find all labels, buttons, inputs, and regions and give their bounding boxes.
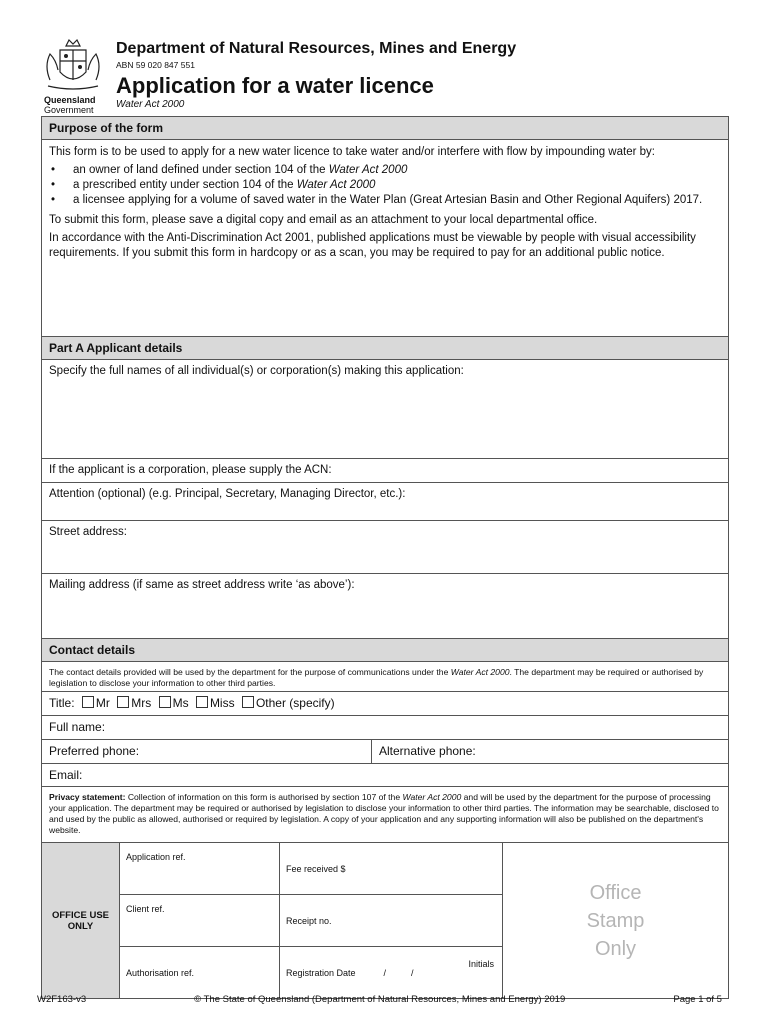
abn: ABN 59 020 847 551: [116, 60, 195, 70]
applicant-names-label: Specify the full names of all individual(s) or corporation(s) making this application:: [49, 365, 464, 377]
checkbox-miss[interactable]: [196, 696, 208, 708]
option-ms-label: Ms: [172, 696, 189, 710]
purpose-bullets: [49, 163, 721, 208]
privacy-statement: Privacy statement: Collection of information on this form is authorised by section 107 of the Water Act 2000 and will be used by the department for the purpose of processing your application. The department may be required or authorised by legislation to disclose your information to other third parties. The information may be searchable, disclosed to and used by the public as allowed, authorised or required by legislation. A copy of your application and any supporting information will also be published on the department's website.: [42, 787, 728, 843]
full-name-field[interactable]: [42, 716, 728, 740]
attention-field[interactable]: [42, 483, 728, 521]
purpose-section: [42, 140, 728, 337]
email-label: Email:: [49, 768, 83, 782]
option-other-label: Other (specify): [255, 696, 335, 710]
option-miss-label: Miss: [209, 696, 235, 710]
office-use-label: OFFICE USE ONLY: [42, 843, 120, 998]
page-number: Page 1 of 5: [673, 994, 722, 1005]
mailing-address-label: Mailing address (if same as street address write ‘as above’):: [49, 579, 355, 591]
authorisation-ref-field[interactable]: Authorisation ref.: [120, 947, 280, 998]
street-address-field[interactable]: [42, 521, 728, 574]
email-field[interactable]: [42, 764, 728, 787]
purpose-submit-note: To submit this form, please save a digital copy and email as an attachment to your local departmental office.: [49, 214, 598, 226]
purpose-heading: Purpose of the form: [42, 117, 728, 140]
preferred-phone-label: Preferred phone:: [49, 744, 140, 758]
fee-received-field[interactable]: Fee received $: [286, 863, 346, 874]
checkbox-mrs[interactable]: [117, 696, 129, 708]
mailing-address-field[interactable]: [42, 574, 728, 639]
date-separators: / /: [383, 967, 414, 978]
logo-text-queensland: Queensland: [44, 95, 96, 105]
purpose-bullet: • an owner of land defined under section 104 of the Water Act 2000: [49, 163, 721, 178]
registration-date-field[interactable]: Registration Date / / Initials: [286, 959, 494, 978]
part-a-heading: Part A Applicant details: [42, 337, 728, 360]
checkbox-ms[interactable]: [159, 696, 171, 708]
street-address-label: Street address:: [49, 526, 127, 538]
copyright: © The State of Queensland (Department of Natural Resources, Mines and Energy) 2019: [194, 994, 566, 1005]
attention-label: Attention (optional) (e.g. Principal, Secretary, Managing Director, etc.):: [49, 488, 406, 500]
purpose-anti-discrimination: In accordance with the Anti-Discrimination Act 2001, published applications must be viewable by people with visual accessibility requirements. If you submit this form in hardcopy or as a scan, you may be required to pay for an additional public notice.: [49, 232, 696, 259]
phone-row: [42, 740, 728, 764]
checkbox-other[interactable]: [242, 696, 254, 708]
contact-note: The contact details provided will be used by the department for the purpose of communications under the Water Act 2000. The department may be required or authorised by legislation to disclose your information to other third parties.: [42, 662, 728, 692]
initials-label: Initials: [468, 959, 494, 969]
acn-label: If the applicant is a corporation, please supply the ACN:: [49, 464, 332, 476]
title-options: [42, 692, 728, 716]
act-subtitle: Water Act 2000: [116, 99, 185, 110]
purpose-bullet: • a licensee applying for a volume of saved water in the Water Plan (Great Artesian Basin and Other Regional Aquifers) 2017.: [49, 193, 721, 208]
contact-heading: Contact details: [42, 639, 728, 662]
receipt-no-field[interactable]: Receipt no.: [286, 915, 332, 926]
department-name: Department of Natural Resources, Mines and Energy: [116, 40, 517, 57]
purpose-intro: This form is to be used to apply for a new water licence to take water and/or interfere with flow by impounding water by:: [49, 146, 655, 158]
form-code: W2F163-v3: [37, 994, 87, 1005]
full-name-label: Full name:: [49, 720, 106, 734]
preferred-phone-field[interactable]: [42, 740, 372, 763]
client-ref-field[interactable]: Client ref.: [120, 895, 280, 946]
alternative-phone-label: Alternative phone:: [379, 744, 476, 758]
office-use-section: [42, 843, 728, 998]
acn-field[interactable]: [42, 459, 728, 483]
option-mr-label: Mr: [95, 696, 110, 710]
page-title: Application for a water licence: [116, 73, 434, 98]
office-stamp-area: Office Stamp Only: [586, 881, 645, 960]
application-ref-field[interactable]: Application ref.: [120, 843, 280, 894]
alternative-phone-field[interactable]: [372, 740, 728, 763]
title-label: Title:: [49, 696, 75, 710]
purpose-bullet: • a prescribed entity under section 104 of the Water Act 2000: [49, 178, 721, 193]
office-use-grid: [120, 843, 503, 998]
option-mrs-label: Mrs: [131, 696, 152, 710]
logo-text-government: Government: [44, 105, 94, 115]
page-footer: [37, 994, 722, 1005]
application-form: [41, 116, 729, 999]
checkbox-mr[interactable]: [82, 696, 94, 708]
applicant-names-field[interactable]: [42, 360, 728, 459]
